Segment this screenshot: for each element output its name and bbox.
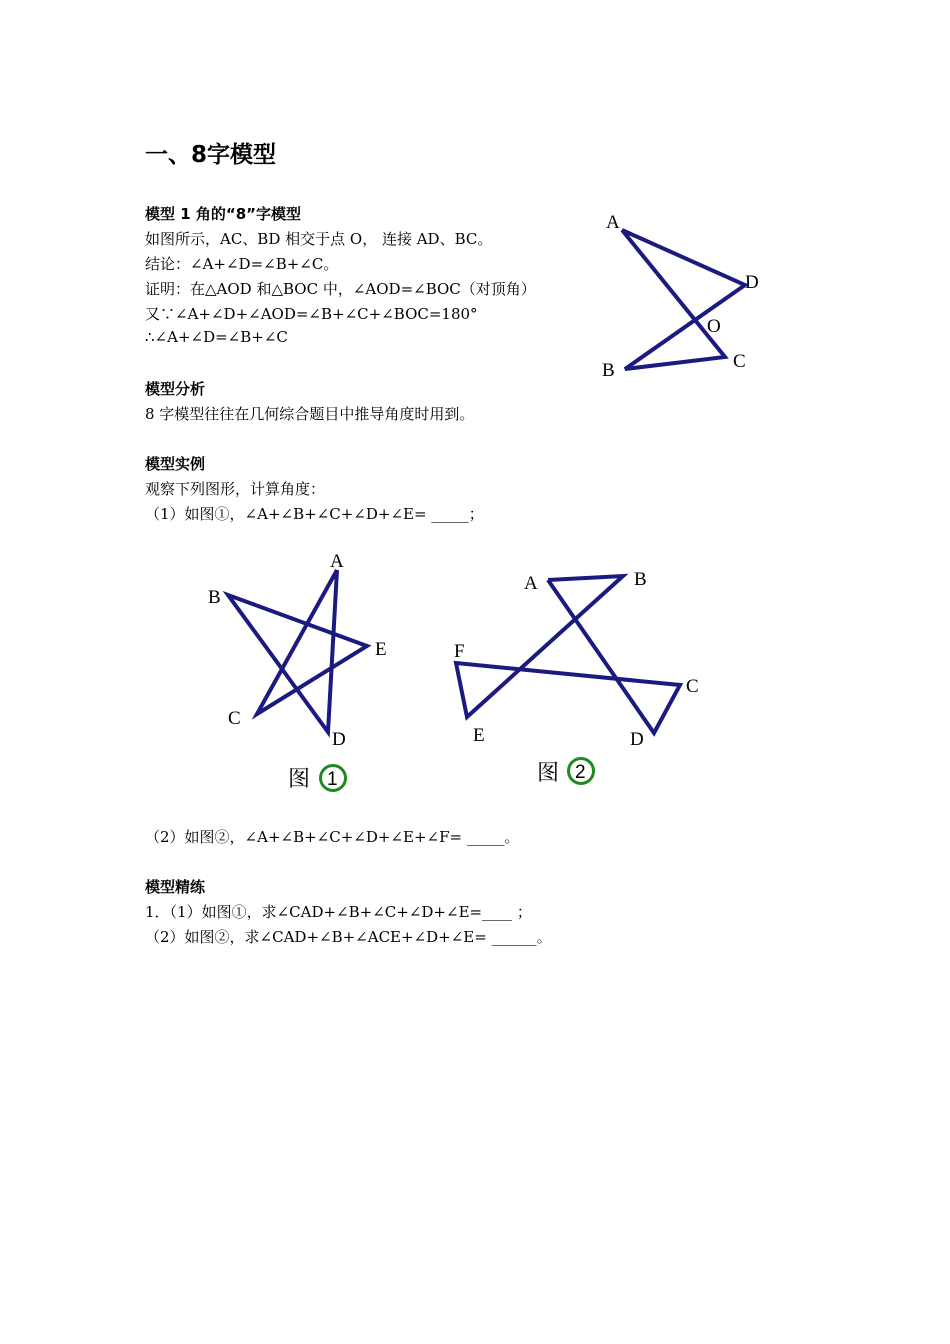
- model1-line-2: 结论：∠A+∠D=∠B+∠C。: [145, 255, 339, 273]
- fig2-label-E: E: [473, 725, 485, 746]
- figure-1-star: [195, 540, 425, 805]
- analysis-heading: 模型分析: [145, 380, 206, 398]
- fig1-label-D: D: [332, 729, 346, 750]
- fig1-label-B: B: [208, 587, 221, 608]
- model1-line-1: 如图所示，AC、BD 相交于点 O， 连接 AD、BC。: [145, 230, 493, 248]
- fig2-label-A: A: [524, 573, 538, 594]
- fig1-number: 1: [327, 769, 338, 790]
- figure-2-shape: [440, 555, 730, 795]
- example-question-1: （1）如图①，∠A+∠B+∠C+∠D+∠E= _____；: [145, 505, 484, 523]
- section-title: 一、8字模型: [145, 142, 277, 168]
- example-heading: 模型实例: [145, 455, 206, 473]
- fig2-label-B: B: [634, 569, 647, 590]
- label-B: B: [602, 360, 615, 381]
- figure-8-model-outline: [622, 230, 745, 369]
- fig1-label-E: E: [375, 639, 387, 660]
- model1-line-4: 又∵∠A+∠D+∠AOD=∠B+∠C+∠BOC=180°: [145, 305, 478, 323]
- fig1-caption: 图: [288, 767, 311, 792]
- practice-question-2: （2）如图②，求∠CAD+∠B+∠ACE+∠D+∠E= ______。: [145, 928, 552, 946]
- label-A: A: [606, 212, 620, 233]
- fig2-label-F: F: [454, 641, 465, 662]
- practice-heading: 模型精练: [145, 878, 206, 896]
- model1-line-5: ∴∠A+∠D=∠B+∠C: [145, 328, 288, 346]
- figure-1-star-outline: [228, 570, 367, 732]
- fig1-label-A: A: [330, 551, 344, 572]
- example-question-2: （2）如图②，∠A+∠B+∠C+∠D+∠E+∠F= _____。: [145, 828, 520, 846]
- fig1-label-C: C: [228, 708, 241, 729]
- label-C: C: [733, 351, 746, 372]
- figure-2-shape-outline: [456, 576, 680, 733]
- analysis-text: 8 字模型往往在几何综合题目中推导角度时用到。: [145, 405, 475, 423]
- model1-line-3: 证明：在△AOD 和△BOC 中，∠AOD=∠BOC（对顶角）: [145, 280, 536, 298]
- fig2-label-C: C: [686, 676, 699, 697]
- figure-8-model: [590, 200, 790, 390]
- practice-question-1: 1．（1）如图①，求∠CAD+∠B+∠C+∠D+∠E=____ ；: [145, 903, 532, 921]
- label-O: O: [707, 316, 721, 337]
- example-intro: 观察下列图形，计算角度：: [145, 480, 326, 498]
- fig2-number: 2: [575, 762, 586, 783]
- fig2-label-D: D: [630, 729, 644, 750]
- fig2-caption: 图: [537, 761, 560, 786]
- model1-heading: 模型 1 角的“8”字模型: [145, 205, 302, 223]
- label-D: D: [745, 272, 759, 293]
